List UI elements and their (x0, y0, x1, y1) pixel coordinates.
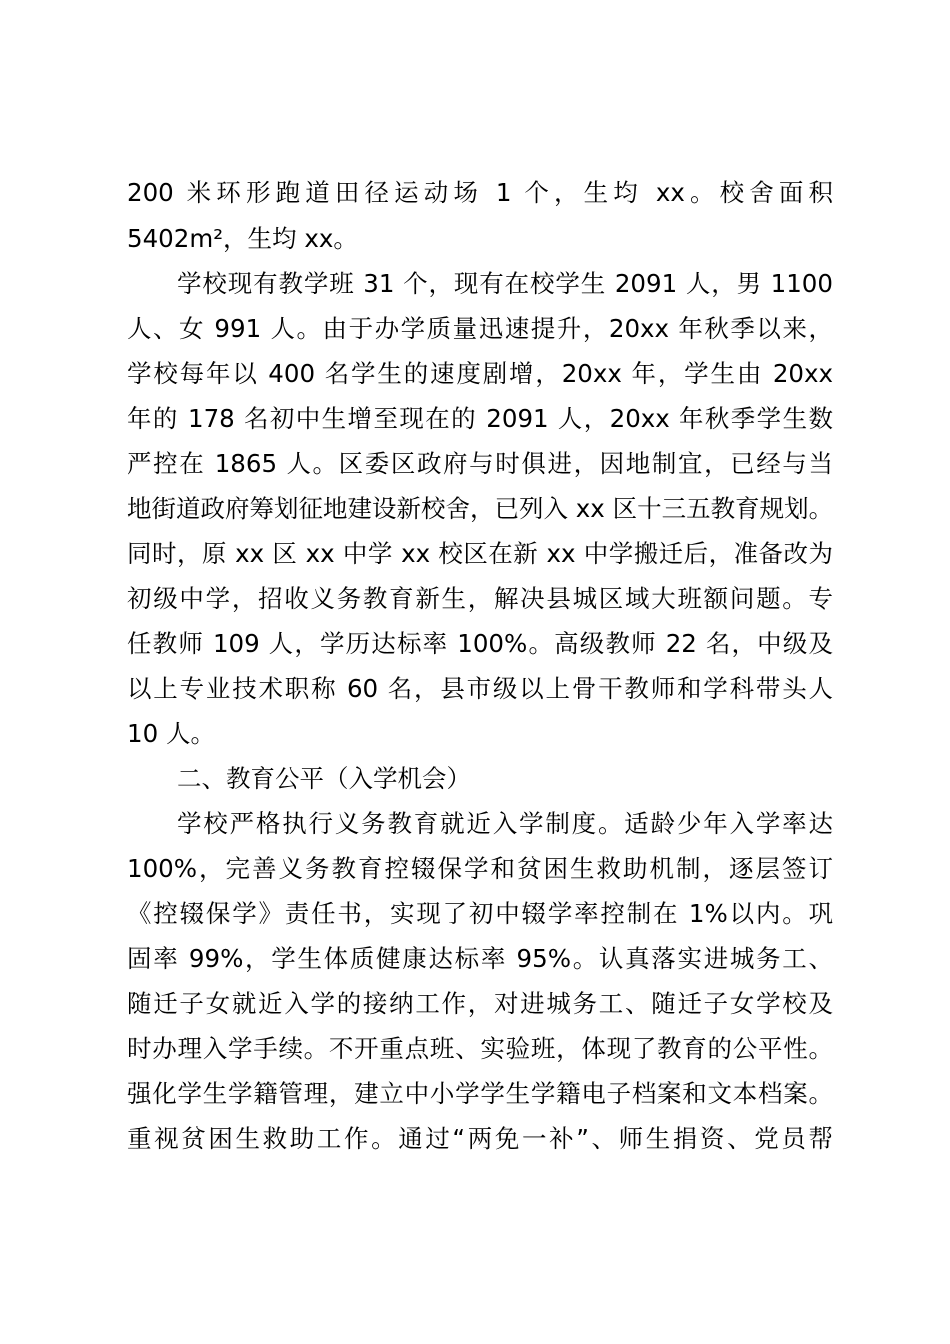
paragraph-line: 人、女 991 人。由于办学质量迅速提升，20xx 年秋季以来， (127, 314, 833, 343)
paragraph-line: 学校严格执行义务教育就近入学制度。适龄少年入学率达 (177, 809, 833, 838)
paragraph-line: 5402m²，生均 xx。 (127, 224, 358, 253)
paragraph-line: 100%，完善义务教育控辍保学和贫困生救助机制，逐层签订 (127, 854, 833, 883)
paragraph-line: 年的 178 名初中生增至现在的 2091 人，20xx 年秋季学生数 (127, 404, 833, 433)
paragraph-line: 时办理入学手续。不开重点班、实验班，体现了教育的公平性。 (127, 1034, 833, 1063)
section-heading: 二、教育公平（入学机会） (177, 764, 471, 793)
paragraph-line: 10 人。 (127, 719, 215, 748)
paragraph-line: 同时，原 xx 区 xx 中学 xx 校区在新 xx 中学搬迁后，准备改为 (127, 539, 833, 568)
paragraph-line: 200 米环形跑道田径运动场 1 个，生均 xx。校舍面积 (127, 178, 833, 207)
paragraph-line: 重视贫困生救助工作。通过“两免一补”、师生捐资、党员帮 (127, 1124, 833, 1153)
paragraph-line: 地街道政府筹划征地建设新校舍，已列入 xx 区十三五教育规划。 (127, 494, 834, 523)
paragraph-line: 学校现有教学班 31 个，现有在校学生 2091 人，男 1100 (177, 269, 833, 298)
paragraph-line: 固率 99%，学生体质健康达标率 95%。认真落实进城务工、 (127, 944, 833, 973)
paragraph-line: 任教师 109 人，学历达标率 100%。高级教师 22 名，中级及 (127, 629, 833, 658)
paragraph-line: 强化学生学籍管理，建立中小学学生学籍电子档案和文本档案。 (127, 1079, 833, 1108)
paragraph-line: 初级中学，招收义务教育新生，解决县城区域大班额问题。专 (127, 584, 833, 613)
paragraph-line: 严控在 1865 人。区委区政府与时俱进，因地制宜，已经与当 (127, 449, 833, 478)
paragraph-line: 《控辍保学》责任书，实现了初中辍学率控制在 1%以内。巩 (127, 899, 833, 928)
paragraph-line: 随迁子女就近入学的接纳工作，对进城务工、随迁子女学校及 (127, 989, 833, 1018)
paragraph-line: 学校每年以 400 名学生的速度剧增，20xx 年，学生由 20xx (127, 359, 833, 388)
paragraph-line: 以上专业技术职称 60 名，县市级以上骨干教师和学科带头人 (127, 674, 833, 703)
